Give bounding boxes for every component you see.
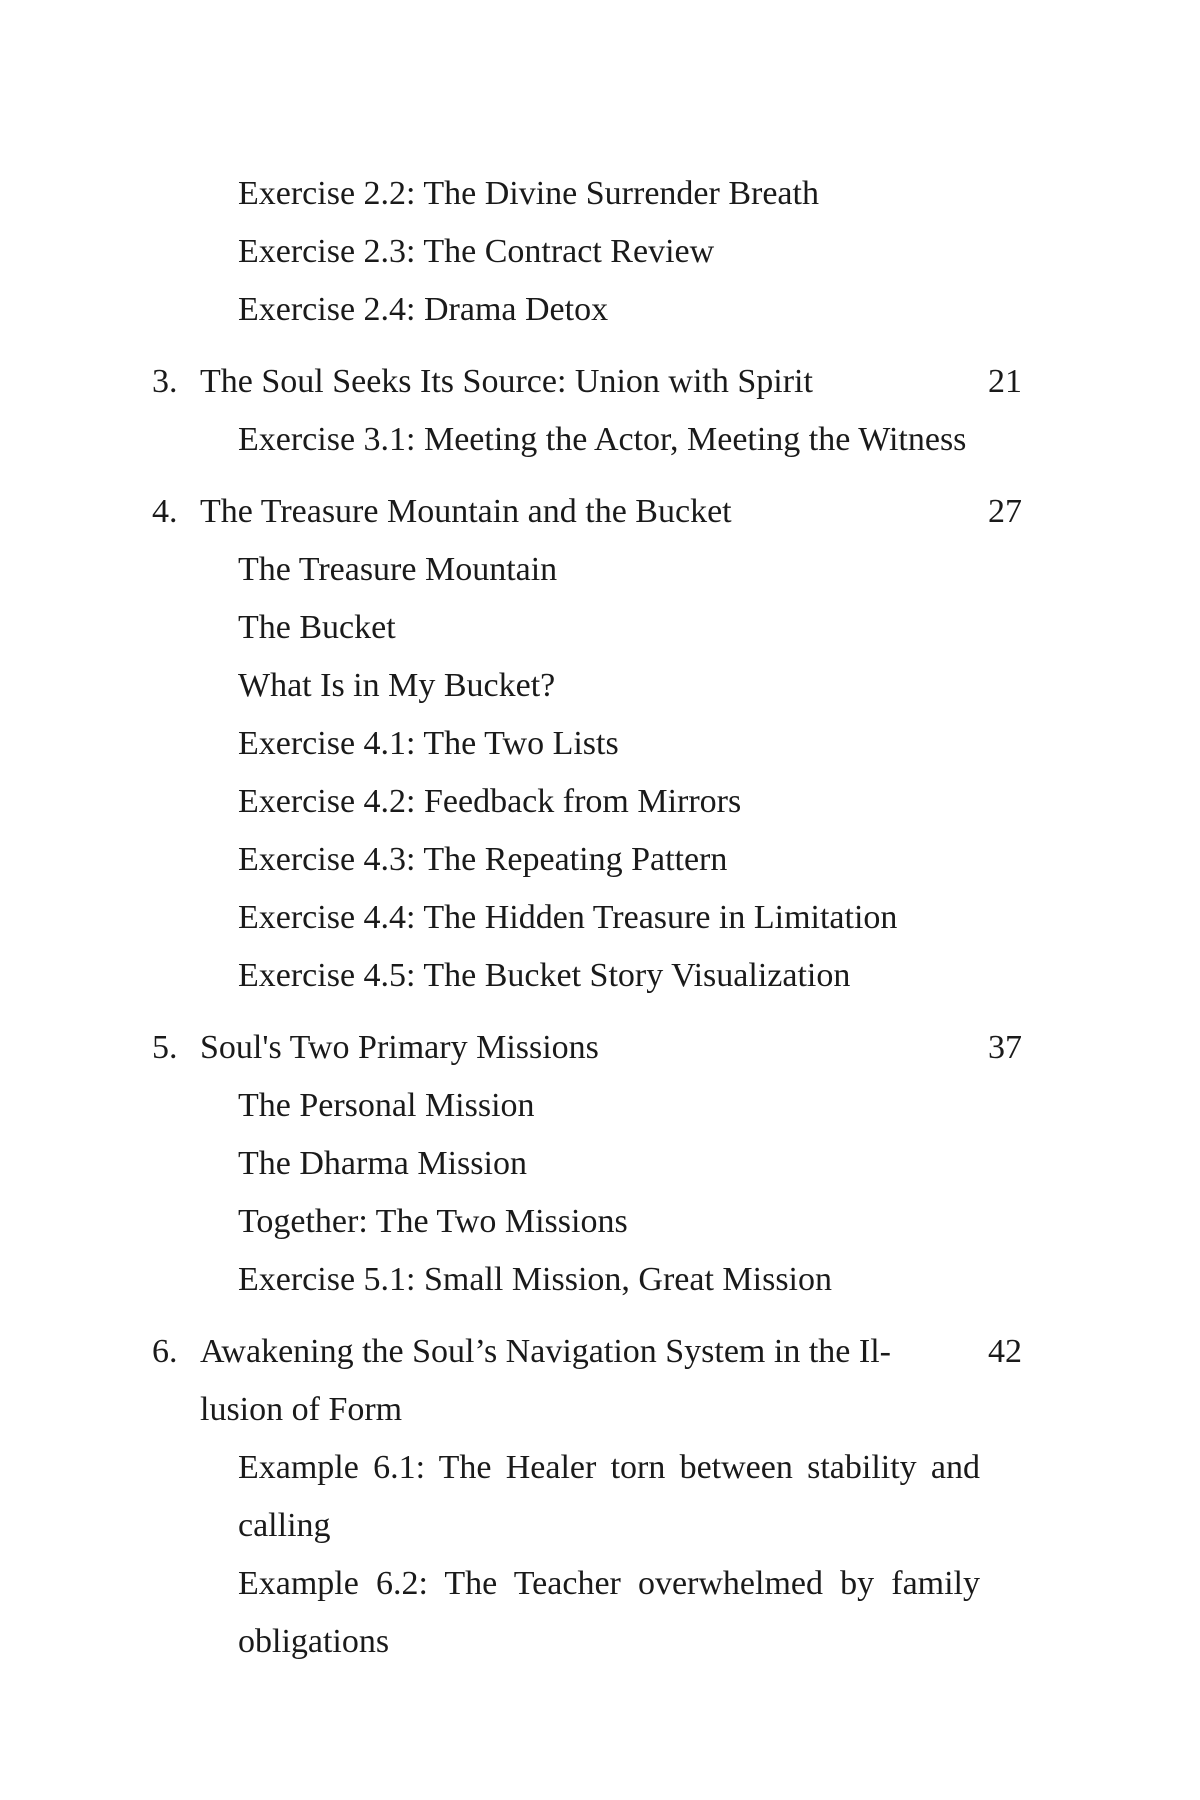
toc-entry: Exercise 5.1: Small Mission, Great Mission xyxy=(238,1261,833,1298)
toc-entry: The Bucket xyxy=(238,609,396,646)
toc-entry: Exercise 4.4: The Hidden Treasure in Limitation xyxy=(238,899,898,936)
chapter-title: Soul's Two Primary Missions xyxy=(200,1029,599,1066)
chapter-number: 3. xyxy=(152,363,178,400)
chapter-title-continued: lusion of Form xyxy=(200,1391,403,1428)
toc-entry: Exercise 2.2: The Divine Surrender Breath xyxy=(238,175,819,212)
toc-entry: Together: The Two Missions xyxy=(238,1203,628,1240)
toc-entry: Exercise 2.3: The Contract Review xyxy=(238,233,715,270)
toc-entry: Exercise 3.1: Meeting the Actor, Meeting the Witness xyxy=(238,421,967,458)
chapter-title: The Soul Seeks Its Source: Union with Spirit xyxy=(200,363,813,400)
chapter-number: 5. xyxy=(152,1029,178,1066)
toc-entry: Example 6.2: The Teacher overwhelmed by family xyxy=(238,1565,980,1602)
toc-entry: Exercise 2.4: Drama Detox xyxy=(238,291,609,328)
toc-entry: The Dharma Mission xyxy=(238,1145,527,1182)
toc-entry: Exercise 4.5: The Bucket Story Visualization xyxy=(238,957,851,994)
chapter-page-number: 21 xyxy=(988,363,1022,400)
toc-entry-continued: calling xyxy=(238,1507,331,1544)
chapter-number: 6. xyxy=(152,1333,178,1370)
toc-entry: The Personal Mission xyxy=(238,1087,535,1124)
toc-entry: Exercise 4.2: Feedback from Mirrors xyxy=(238,783,742,820)
toc-entry: The Treasure Mountain xyxy=(238,551,558,588)
chapter-title: The Treasure Mountain and the Bucket xyxy=(200,493,732,530)
toc-entry: Example 6.1: The Healer torn between stability and xyxy=(238,1449,980,1486)
toc-entry: Exercise 4.3: The Repeating Pattern xyxy=(238,841,728,878)
chapter-page-number: 42 xyxy=(988,1333,1022,1370)
chapter-page-number: 27 xyxy=(988,493,1022,530)
toc-entry-continued: obligations xyxy=(238,1623,390,1660)
chapter-title: Awakening the Soul’s Navigation System in the Il- xyxy=(200,1333,891,1370)
toc-entry: What Is in My Bucket? xyxy=(238,667,556,704)
toc-entry: Exercise 4.1: The Two Lists xyxy=(238,725,619,762)
chapter-page-number: 37 xyxy=(988,1029,1022,1066)
chapter-number: 4. xyxy=(152,493,178,530)
